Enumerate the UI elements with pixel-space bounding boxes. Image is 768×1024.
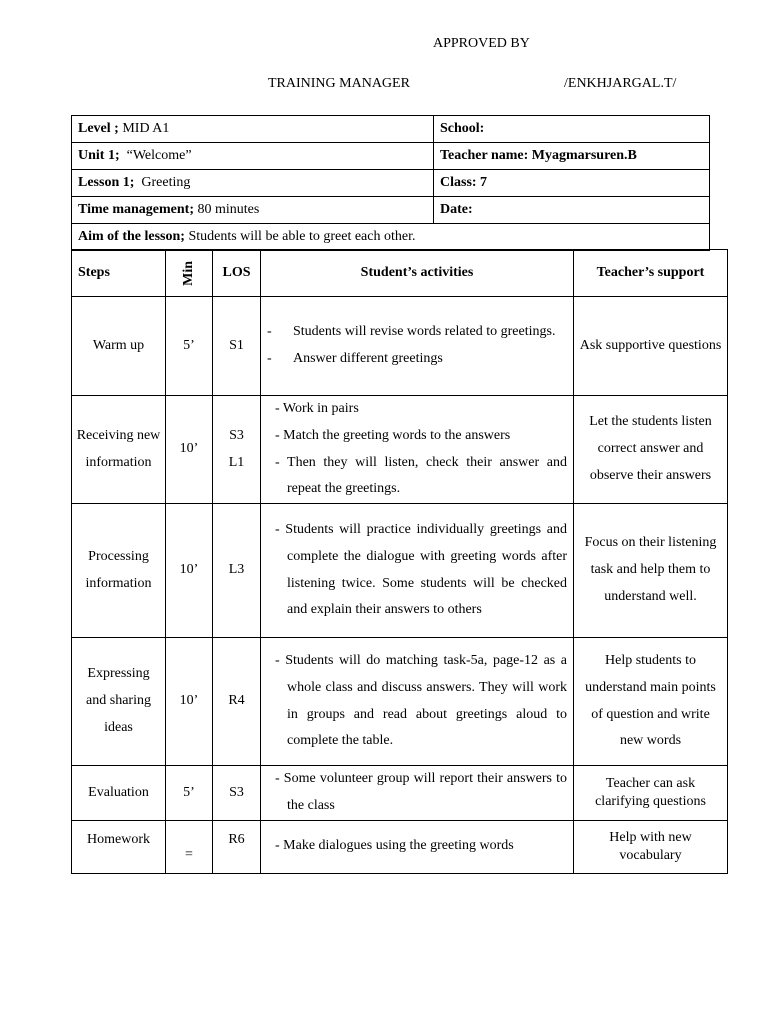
min-cell: = bbox=[166, 820, 213, 873]
table-row bbox=[72, 820, 728, 873]
lesson-cell bbox=[72, 170, 434, 197]
unit-value: “Welcome” bbox=[119, 148, 192, 163]
level-cell bbox=[72, 116, 434, 143]
activities-list bbox=[275, 766, 567, 820]
min-cell: 10’ bbox=[166, 638, 213, 766]
activity-item: - Students will do matching task-5a, page-12 as a whole class and discuss answers. They will work in groups and read about greetings aloud to complete the table. bbox=[275, 653, 567, 749]
lesson-plan-table bbox=[71, 249, 728, 874]
info-row bbox=[72, 116, 710, 143]
aim-value: Students will be able to greet each other. bbox=[184, 229, 416, 244]
step-cell: Evaluation bbox=[72, 766, 166, 821]
unit-cell bbox=[72, 143, 434, 170]
info-row bbox=[72, 224, 710, 251]
unit-label: Unit 1; bbox=[78, 148, 120, 163]
table-row bbox=[72, 766, 728, 821]
manager-name: /ENKHJARGAL.T/ bbox=[564, 76, 677, 91]
time-label: Time management; bbox=[78, 202, 194, 217]
min-cell: 10’ bbox=[166, 396, 213, 504]
time-value: 80 minutes bbox=[194, 202, 260, 217]
activities-list bbox=[275, 833, 567, 860]
approved-by-label: APPROVED BY bbox=[433, 36, 530, 51]
info-row bbox=[72, 143, 710, 170]
teacher-cell bbox=[434, 143, 710, 170]
los-cell: R4 bbox=[213, 638, 261, 766]
col-header-steps: Steps bbox=[72, 250, 166, 297]
col-header-support: Teacher’s support bbox=[574, 250, 728, 297]
step-cell: Processing information bbox=[72, 504, 166, 638]
los-cell: L3 bbox=[213, 504, 261, 638]
table-row bbox=[72, 396, 728, 504]
school-label: School: bbox=[440, 121, 485, 136]
school-cell bbox=[434, 116, 710, 143]
activity-item: - Students will revise words related to greetings. bbox=[275, 319, 567, 346]
activities-list bbox=[275, 396, 567, 503]
level-value: MID A1 bbox=[118, 121, 170, 136]
lesson-info-table bbox=[71, 115, 710, 251]
activity-item: - Answer different greetings bbox=[275, 346, 567, 373]
activities-cell bbox=[261, 766, 574, 821]
los-cell: S1 bbox=[213, 297, 261, 396]
lesson-value: Greeting bbox=[134, 175, 191, 190]
support-cell: Help with new vocabulary bbox=[574, 820, 728, 873]
manager-title: TRAINING MANAGER bbox=[268, 76, 410, 91]
support-cell: Let the students listen correct answer and observe their answers bbox=[574, 396, 728, 504]
step-cell: Warm up bbox=[72, 297, 166, 396]
activities-cell bbox=[261, 297, 574, 396]
lesson-label: Lesson 1; bbox=[78, 175, 135, 190]
activities-list bbox=[275, 319, 567, 373]
min-cell: 5’ bbox=[166, 766, 213, 821]
col-header-min bbox=[166, 250, 213, 297]
los-cell: R6 bbox=[213, 820, 261, 873]
time-cell bbox=[72, 197, 434, 224]
col-header-los: LOS bbox=[213, 250, 261, 297]
teacher-label: Teacher name: Myagmarsuren.B bbox=[440, 148, 637, 163]
activity-item: - Then they will listen, check their answer and repeat the greetings. bbox=[275, 454, 567, 497]
min-cell: 5’ bbox=[166, 297, 213, 396]
aim-label: Aim of the lesson; bbox=[78, 229, 185, 244]
table-header-row bbox=[72, 250, 728, 297]
table-row bbox=[72, 297, 728, 396]
table-row bbox=[72, 638, 728, 766]
step-cell: Expressing and sharing ideas bbox=[72, 638, 166, 766]
support-cell: Teacher can ask clarifying questions bbox=[574, 766, 728, 821]
activity-item: - Work in pairs bbox=[275, 401, 359, 416]
col-header-activities: Student’s activities bbox=[261, 250, 574, 297]
los-value: S3 L1 bbox=[228, 427, 245, 470]
support-cell: Help students to understand main points of question and write new words bbox=[574, 638, 728, 766]
step-cell: Homework bbox=[72, 820, 166, 873]
aim-cell bbox=[72, 224, 710, 251]
los-cell bbox=[213, 396, 261, 504]
min-cell: 10’ bbox=[166, 504, 213, 638]
activities-cell bbox=[261, 396, 574, 504]
table-row bbox=[72, 504, 728, 638]
info-row bbox=[72, 197, 710, 224]
activities-cell bbox=[261, 638, 574, 766]
activity-item: - Students will practice individually greetings and complete the dialogue with greeting words after listening twice. Some students will be checked and explain their answers to others bbox=[275, 522, 567, 618]
date-cell bbox=[434, 197, 710, 224]
los-cell: S3 bbox=[213, 766, 261, 821]
activities-cell bbox=[261, 820, 574, 873]
step-cell: Receiving new information bbox=[72, 396, 166, 504]
activities-list bbox=[275, 648, 567, 755]
support-cell: Focus on their listening task and help them to understand well. bbox=[574, 504, 728, 638]
activities-list bbox=[275, 517, 567, 624]
date-label: Date: bbox=[440, 202, 473, 217]
support-cell: Ask supportive questions bbox=[574, 297, 728, 396]
activity-item: - Make dialogues using the greeting words bbox=[275, 838, 514, 854]
activity-item: - Match the greeting words to the answers bbox=[275, 427, 511, 443]
activities-cell bbox=[261, 504, 574, 638]
info-row bbox=[72, 170, 710, 197]
level-label: Level ; bbox=[78, 121, 119, 136]
class-label: Class: 7 bbox=[440, 175, 488, 190]
class-cell bbox=[434, 170, 710, 197]
col-header-min-text: Min bbox=[180, 260, 196, 286]
activity-item: - Some volunteer group will report their answers to the class bbox=[275, 771, 567, 813]
